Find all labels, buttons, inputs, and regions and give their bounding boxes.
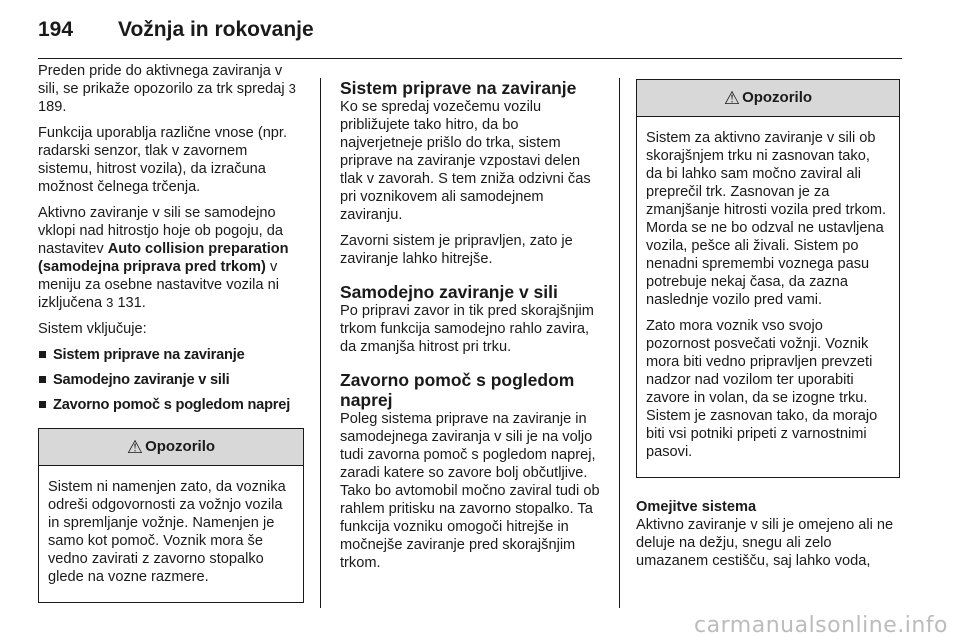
header-divider bbox=[38, 58, 902, 59]
section-heading-limitations: Omejitve sistema bbox=[636, 499, 757, 515]
paragraph-activation: Aktivno zaviranje v sili se samodejno vklopi nad hitrostjo hoje ob pogoju, da nastavitev Auto collision preparation (samodejna priprava pred trkom) v meniju za osebne nastavitve vozila ni izključena 3 131. bbox=[38, 205, 289, 311]
column-divider bbox=[320, 78, 321, 608]
warning-body bbox=[39, 466, 303, 602]
warning-header bbox=[637, 80, 899, 117]
column-divider bbox=[619, 78, 620, 608]
list-item: Samodejno zaviranje v sili bbox=[38, 371, 304, 389]
paragraph-intro: Preden pride do aktivnega zaviranja v sili, se prikaže opozorilo za trk spredaj 3 189. bbox=[38, 63, 296, 115]
paragraph-auto-braking: Po pripravi zavor in tik pred skorajšnjim trkom funkcija samodejno rahlo zavira, da zmanjša hitrost pri trku. bbox=[340, 303, 594, 355]
section-heading-auto-braking: Samodejno zaviranje v sili bbox=[340, 282, 558, 302]
cross-reference-icon: 3 bbox=[288, 81, 296, 96]
paragraph-brake-prep: Ko se spredaj vozečemu vozilu približujete tako hitro, da bo najverjetneje prišlo do trka, sistem priprave na zaviranje vzpostavi delen tlak v zavorah. S tem zniža odzivni čas pri voznikovem ali samodejnem zaviranju. bbox=[340, 99, 591, 223]
paragraph-brake-ready: Zavorni sistem je pripravljen, zato je zaviranje lahko hitrejše. bbox=[340, 233, 573, 267]
column-middle bbox=[340, 78, 605, 580]
page-reference-link[interactable]: 131. bbox=[117, 295, 146, 311]
warning-header bbox=[39, 429, 303, 466]
warning-icon: ⚠ bbox=[723, 88, 741, 108]
warning-title: Opozorilo bbox=[742, 89, 813, 106]
page-reference-link[interactable]: 189. bbox=[38, 99, 67, 115]
warning-box bbox=[38, 428, 304, 603]
page-title: Vožnja in rokovanje bbox=[118, 18, 314, 41]
feature-list bbox=[38, 346, 304, 414]
warning-body bbox=[637, 117, 899, 477]
column-left bbox=[38, 62, 304, 603]
list-item: Sistem priprave na zaviranje bbox=[38, 346, 304, 364]
warning-text: Sistem ni namenjen zato, da voznika odreši odgovornosti za vožnjo vozila in spremljanje vožnje. Namenjen je samo kot pomoč. Voznik mora še vedno zavirati z zavorno stopalko glede na vozne razmere. bbox=[48, 479, 286, 585]
menu-setting-name: Auto collision preparation (samodejna priprava pred trkom) bbox=[38, 241, 289, 275]
paragraph-includes: Sistem vključuje: bbox=[38, 321, 147, 337]
column-right bbox=[636, 79, 900, 578]
page-header bbox=[38, 16, 902, 46]
section-heading-forward-assist: Zavorno pomoč s pogledom naprej bbox=[340, 370, 575, 410]
warning-text: Sistem za aktivno zaviranje v sili ob skorajšnjem trku ni zasnovan tako, da bi lahko sam močno zaviral ali preprečil trk. Zasnovan je za zmanjšanje hitrosti vozila pred trkom. Morda se ne bo odzval ne ustavljena vozila, pešce ali živali. Sistem po nenadni spremembi voznega pasu potrebuje nekaj časa, da zazna naslednje vozilo pred vami. bbox=[646, 130, 887, 308]
warning-icon: ⚠ bbox=[126, 437, 144, 457]
warning-box bbox=[636, 79, 900, 478]
paragraph-limitations: Aktivno zaviranje v sili je omejeno ali ne deluje na dežju, snegu ali zelo umazanem cestišču, saj lahko voda, bbox=[636, 517, 894, 569]
paragraph-inputs: Funkcija uporablja različne vnose (npr. radarski senzor, tlak v zavornem sistemu, hitrost vozila), da izračuna možnost čelnega trčenja. bbox=[38, 125, 288, 195]
paragraph-forward-assist: Poleg sistema priprave na zaviranje in samodejnega zaviranja v sili je na voljo tudi zavorna pomoč s pogledom naprej, zaradi katere so zavore bolj občutljive. Tako bo avtomobil močno zaviral tudi ob rahlem pritisku na zavorno stopalko. Ta funkcija vozniku omogoči hitrejše in močnejše zaviranje pred skorajšnjim trkom. bbox=[340, 411, 600, 571]
warning-title: Opozorilo bbox=[145, 438, 216, 455]
list-item: Zavorno pomoč s pogledom naprej bbox=[38, 396, 304, 414]
page-number: 194 bbox=[38, 18, 74, 41]
section-heading-brake-prep: Sistem priprave na zaviranje bbox=[340, 78, 577, 98]
watermark-text: carmanualsonline.info bbox=[694, 613, 948, 638]
warning-text: Zato mora voznik vso svojo pozornost posvečati vožnji. Voznik mora biti vedno pripravljen prevzeti nadzor nad vozilom ter uporabiti zavore in volan, da se izogne trku. Sistem je zasnovan tako, da morajo biti vsi potniki pripeti z varnostnimi pasovi. bbox=[646, 318, 878, 460]
cross-reference-icon: 3 bbox=[106, 295, 114, 310]
